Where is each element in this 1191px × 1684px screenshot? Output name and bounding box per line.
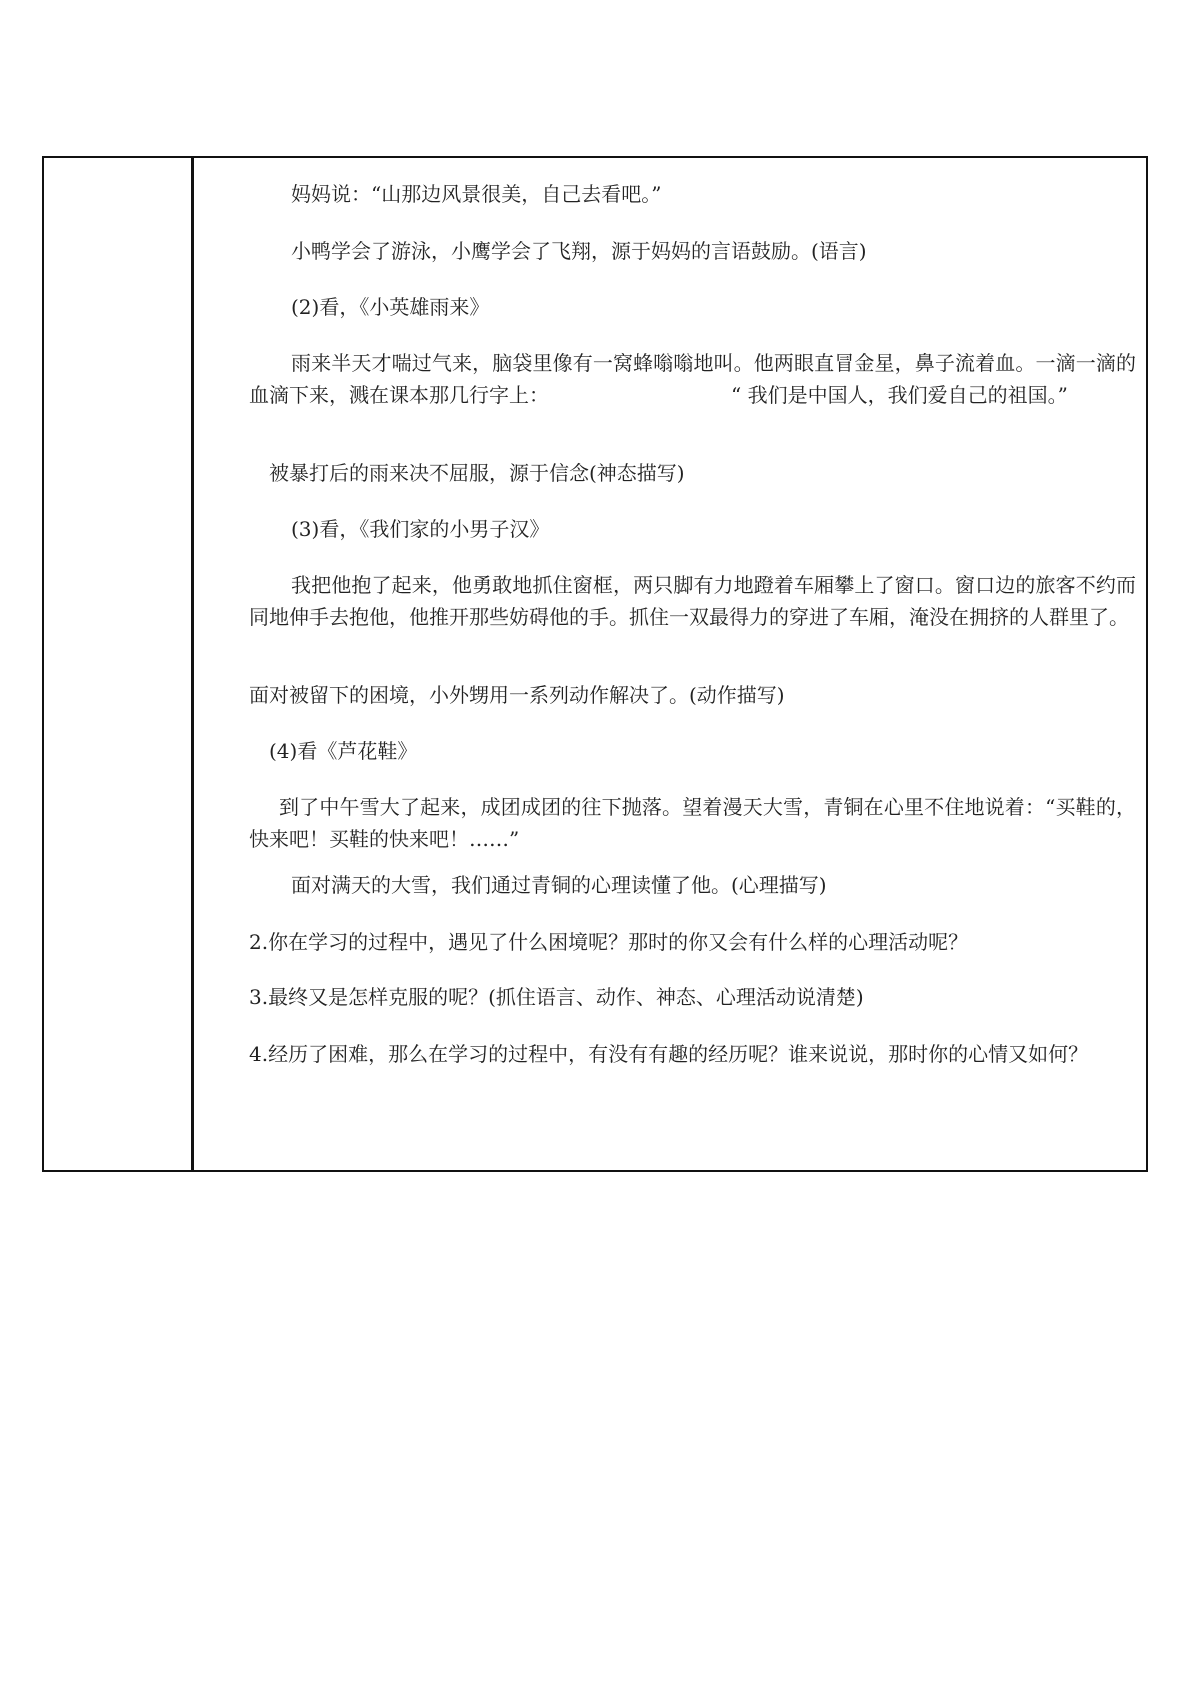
yulai-excerpt-part1: 雨来半天才喘过气来，脑袋里像有一窝蜂嗡嗡地叫。他两眼直冒金星，鼻子流着血。一滴一滴的血滴下来，溅在课本那几行字上： bbox=[249, 351, 1136, 407]
text-paragraph: 妈妈说：“山那边风景很美，自己去看吧。” bbox=[291, 182, 662, 206]
text-paragraph: 我把他抱了起来，他勇敢地抓住窗框，两只脚有力地蹬着车厢攀上了窗口。窗口边的旅客不约而同地伸手去抱他，他推开那些妨碍他的手。抓住一双最得力的穿进了车厢，淹没在拥挤的人群里了。 bbox=[249, 573, 1136, 629]
yulai-excerpt-quote: “ 我们是中国人，我们爱自己的祖国。” bbox=[731, 383, 1068, 407]
content-column bbox=[197, 158, 1146, 1170]
text-paragraph: 到了中午雪大了起来，成团成团的往下抛落。望着漫天大雪，青铜在心里不住地说着：“买鞋的，快来吧！买鞋的快来吧！……” bbox=[249, 795, 1136, 851]
text-paragraph: 面对满天的大雪，我们通过青铜的心理读懂了他。(心理描写) bbox=[291, 873, 827, 897]
text-paragraph: 面对被留下的困境，小外甥用一系列动作解决了。(动作描写) bbox=[249, 683, 785, 707]
text-paragraph: (2)看，《小英雄雨来》 bbox=[291, 295, 490, 319]
text-paragraph: 被暴打后的雨来决不屈服，源于信念(神态描写) bbox=[269, 461, 685, 485]
question-2: 2.你在学习的过程中，遇见了什么困境呢？那时的你又会有什么样的心理活动呢？ bbox=[249, 930, 969, 954]
text-paragraph: (4)看《芦花鞋》 bbox=[269, 739, 418, 763]
text-paragraph: (3)看，《我们家的小男子汉》 bbox=[291, 517, 550, 541]
question-4: 4.经历了困难，那么在学习的过程中，有没有有趣的经历呢？谁来说说，那时你的心情又如何？ bbox=[249, 1042, 1089, 1066]
text-paragraph: 小鸭学会了游泳，小鹰学会了飞翔，源于妈妈的言语鼓励。(语言) bbox=[291, 239, 867, 263]
left-column bbox=[44, 158, 194, 1170]
question-3: 3.最终又是怎样克服的呢？(抓住语言、动作、神态、心理活动说清楚) bbox=[249, 985, 864, 1009]
text-paragraph bbox=[249, 347, 1136, 411]
lesson-table bbox=[42, 156, 1148, 1172]
